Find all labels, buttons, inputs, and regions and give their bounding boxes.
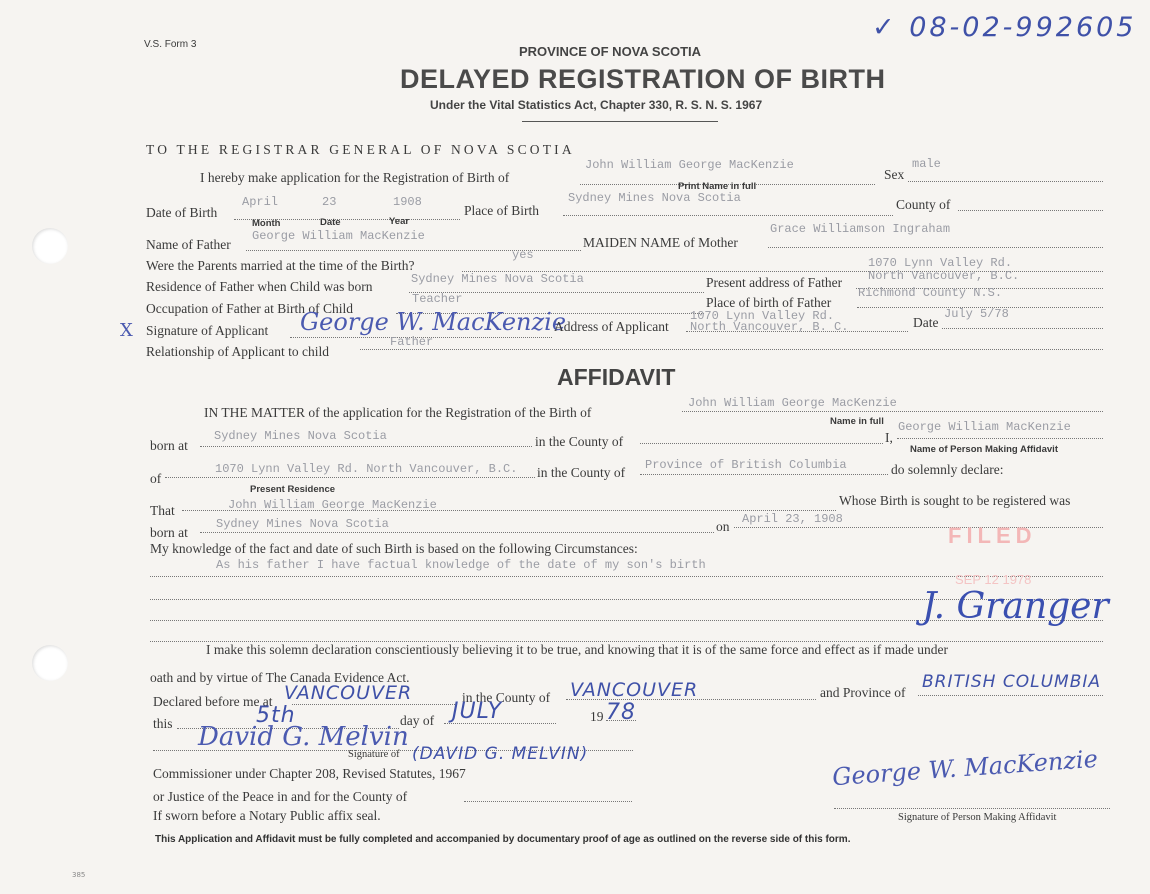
deponent-line: [897, 438, 1103, 439]
filed-date-stamp: SEP 12 1978: [955, 572, 1032, 587]
present-address-field-2: North Vancouver, B.C.: [868, 269, 1020, 283]
signature-label: Signature of Applicant: [146, 323, 269, 338]
residence-county-line: [640, 474, 888, 475]
born-at2-label: born at: [150, 525, 188, 540]
applicant-address-label: Address of Applicant: [554, 319, 669, 334]
deponent-hint: Name of Person Making Affidavit: [910, 444, 1058, 455]
residence-county-field: Province of British Columbia: [645, 458, 847, 472]
relationship-label: Relationship of Applicant to child: [146, 344, 329, 359]
birth-date-field: April 23, 1908: [742, 512, 843, 526]
deponent-signature: George W. MacKenzie: [831, 744, 1099, 792]
occupation-field: Teacher: [412, 292, 463, 306]
punch-hole: [32, 228, 68, 264]
date-hint: Date: [320, 217, 341, 228]
commissioner-signature: David G. Melvin: [198, 722, 409, 752]
sought-label: Whose Birth is sought to be registered was: [839, 493, 1071, 508]
applicant-address-field-2: North Vancouver, B. C.: [690, 320, 849, 334]
i-label: I,: [885, 430, 893, 445]
declared-province-line: [918, 695, 1103, 696]
deponent-signature-label: Signature of Person Making Affidavit: [898, 812, 1057, 823]
place-line: [563, 215, 893, 216]
sex-label: Sex: [884, 167, 905, 182]
signature-of-label: Signature of: [348, 749, 400, 760]
matter-child-field: John William George MacKenzie: [688, 396, 897, 410]
of-label: of: [150, 471, 162, 486]
born-at-field: Sydney Mines Nova Scotia: [214, 429, 387, 443]
name-in-full-hint: Name in full: [830, 416, 884, 427]
knowledge-label: My knowledge of the fact and date of such Birth is based on the following Circumstances:: [150, 541, 638, 556]
application-date-field: July 5/78: [944, 307, 1009, 321]
commissioner-label: Commissioner under Chapter 208, Revised Statutes, 1967: [153, 766, 466, 781]
sex-field: male: [912, 157, 941, 171]
occupation-label: Occupation of Father at Birth of Child: [146, 301, 353, 316]
county-line: [958, 210, 1103, 211]
declaration-line-2: oath and by virtue of The Canada Evidence Act.: [150, 670, 410, 685]
province-label: and Province of: [820, 685, 906, 700]
year-field: 78: [606, 700, 636, 725]
dob-label: Date of Birth: [146, 205, 218, 220]
mother-field: Grace Williamson Ingraham: [770, 222, 951, 236]
form-code: V.S. Form 3: [144, 39, 197, 50]
day-of-label: day of: [400, 713, 435, 728]
commissioner-printed-name: (DAVID G. MELVIN): [412, 744, 589, 764]
declared-county-label: in the County of: [462, 690, 551, 705]
justice-county-line: [464, 801, 632, 802]
deponent-field: George William MacKenzie: [898, 420, 1071, 434]
on-label: on: [716, 519, 730, 534]
that-name-field: John William George MacKenzie: [228, 498, 437, 512]
form-title: DELAYED REGISTRATION OF BIRTH: [400, 64, 886, 94]
married-label: Were the Parents married at the time of the Birth?: [146, 258, 415, 273]
relationship-field: Father: [390, 335, 434, 349]
x-mark: X: [120, 320, 133, 341]
date-label: Date: [913, 315, 939, 330]
dob-month-field: April: [242, 195, 279, 209]
application-intro-label: I hereby make application for the Registration of Birth of: [200, 170, 510, 185]
residence-label: Residence of Father when Child was born: [146, 279, 373, 294]
circumstances-field: As his father I have factual knowledge of the date of my son's birth: [216, 558, 706, 572]
applicant-signature: George W. MacKenzie: [300, 308, 567, 336]
matter-label: IN THE MATTER of the application for the Registration of the Birth of: [204, 405, 592, 420]
applicant-address-field-1: 1070 Lynn Valley Rd.: [690, 309, 835, 323]
residence-affidavit-field: 1070 Lynn Valley Rd. North Vancouver, B.C.: [215, 462, 518, 476]
matter-line: [682, 411, 1103, 412]
father-label: Name of Father: [146, 237, 231, 252]
print-name-hint: Print Name in full: [678, 181, 757, 192]
present-address-label: Present address of Father: [706, 275, 843, 290]
born-at2-line: [200, 532, 714, 533]
year-prefix: 19: [590, 709, 604, 724]
solemnly-label: do solemnly declare:: [891, 462, 1004, 477]
registrar-signature: J. Granger: [922, 586, 1109, 627]
county-in-label: in the County of: [535, 434, 624, 449]
deponent-signature-line: [834, 808, 1110, 809]
dob-year-field: 1908: [393, 195, 422, 209]
day-field: 5th: [256, 703, 296, 728]
father-field: George William MacKenzie: [252, 229, 425, 243]
addressee: TO THE REGISTRAR GENERAL OF NOVA SCOTIA: [146, 142, 575, 157]
month-hint: Month: [252, 218, 281, 229]
mother-label: MAIDEN NAME of Mother: [583, 235, 738, 250]
place-label: Place of Birth: [464, 203, 539, 218]
that-label: That: [150, 503, 175, 518]
declared-city-line: [292, 704, 457, 705]
notary-label: If sworn before a Notary Public affix seal.: [153, 808, 381, 823]
mother-line: [768, 247, 1103, 248]
handwritten-registration-number: ✓ 08-02-992605: [872, 12, 1137, 43]
declared-county-field: VANCOUVER: [570, 679, 699, 701]
footer-note: This Application and Affidavit must be fully completed and accompanied by documentary proof of age as outlined on the reverse side of this form.: [155, 834, 851, 845]
print-code: 385: [72, 871, 86, 879]
this-label: this: [153, 716, 173, 731]
father-birthplace-label: Place of birth of Father: [706, 295, 832, 310]
born-at-line: [200, 446, 532, 447]
declaration-line-1: I make this solemn declaration conscientiously believing it to be true, and knowing that it is of the same force and effect as if made under: [206, 642, 949, 657]
punch-hole: [32, 645, 68, 681]
title-rule: [522, 121, 718, 122]
declared-city-field: VANCOUVER: [284, 682, 413, 704]
form-subtitle: Under the Vital Statistics Act, Chapter 330, R. S. N. S. 1967: [430, 98, 763, 112]
county-in-line: [640, 443, 883, 444]
declared-province-field: BRITISH COLUMBIA: [922, 672, 1102, 692]
province-heading: PROVINCE OF NOVA SCOTIA: [519, 44, 702, 59]
residence-field: Sydney Mines Nova Scotia: [411, 272, 584, 286]
present-address-field-1: 1070 Lynn Valley Rd.: [868, 256, 1013, 270]
born-at-label: born at: [150, 438, 188, 453]
justice-label: or Justice of the Peace in and for the County of: [153, 789, 408, 804]
child-name-field: John William George MacKenzie: [585, 158, 794, 172]
relationship-line: [360, 349, 1103, 350]
sex-line: [908, 181, 1103, 182]
married-field: yes: [512, 248, 534, 262]
date-line: [942, 328, 1103, 329]
dob-day-field: 23: [322, 195, 337, 209]
declared-label: Declared before me at: [153, 694, 273, 709]
on-line: [734, 527, 1103, 528]
year-hint: Year: [389, 216, 410, 227]
of-line: [165, 477, 535, 478]
filed-stamp: FILED: [948, 523, 1037, 548]
residence-county-label: in the County of: [537, 465, 626, 480]
month-field: JULY: [452, 699, 503, 724]
father-birthplace-field: Richmond County N.S.: [858, 286, 1003, 300]
affidavit-heading: AFFIDAVIT: [557, 364, 676, 390]
place-field: Sydney Mines Nova Scotia: [568, 191, 741, 205]
residence-hint: Present Residence: [250, 484, 336, 495]
county-label: County of: [896, 197, 951, 212]
born-at2-field: Sydney Mines Nova Scotia: [216, 517, 389, 531]
